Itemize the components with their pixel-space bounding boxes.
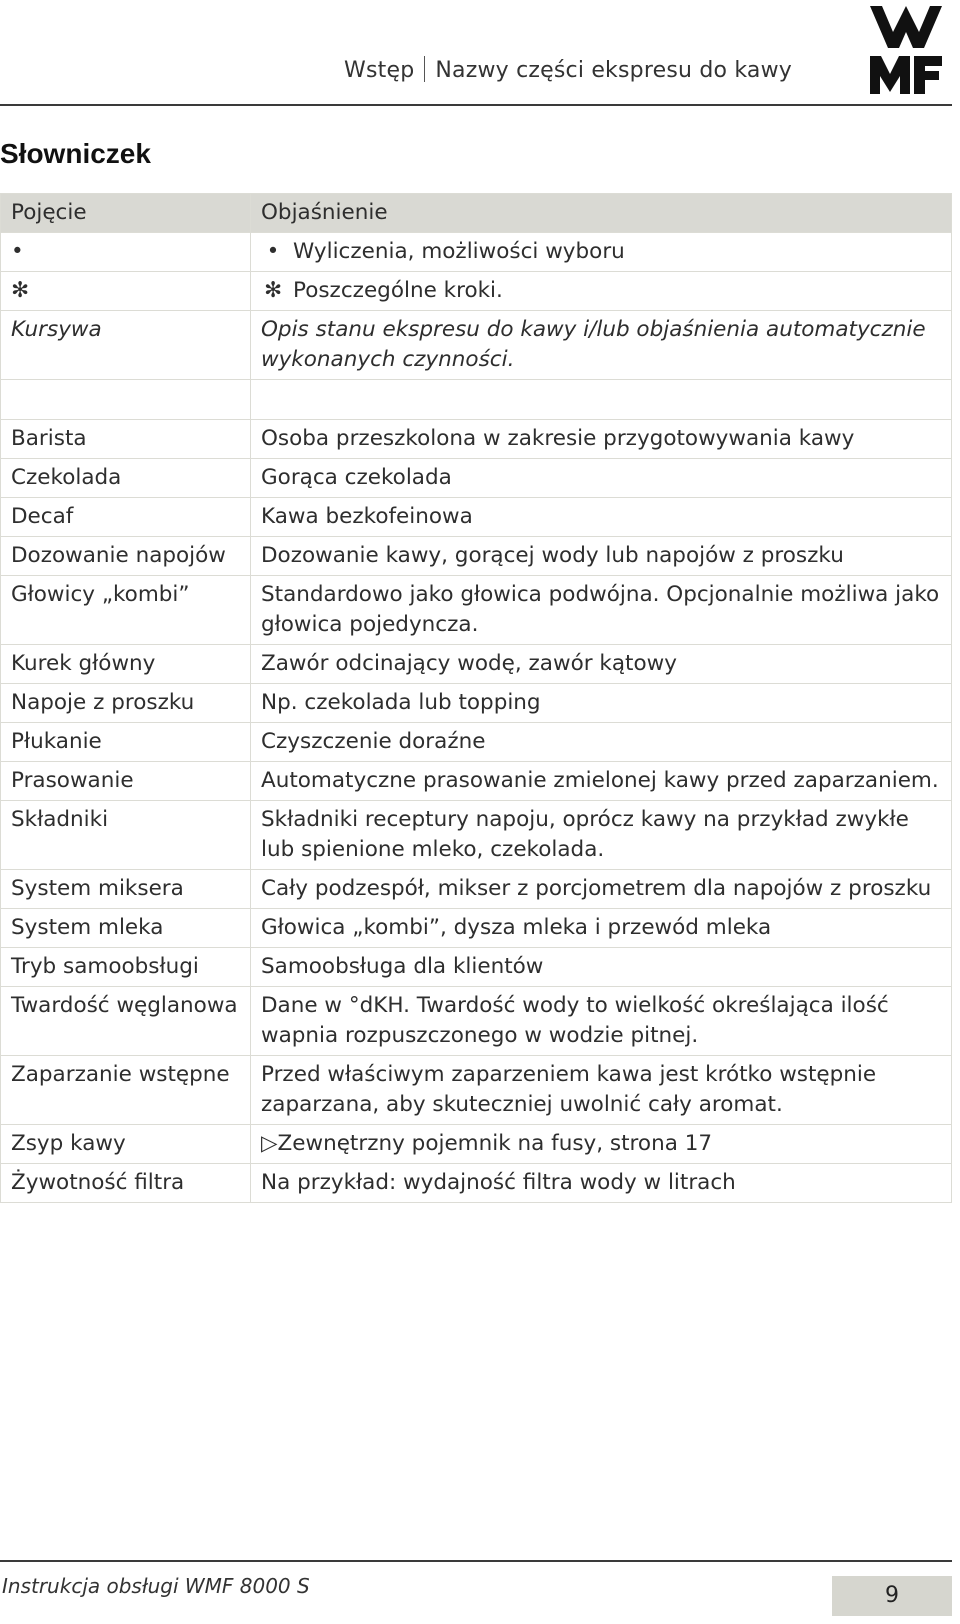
column-header-description: Objaśnienie: [251, 194, 952, 233]
step-symbol: ✻: [263, 278, 282, 303]
term-cell: System mleka: [1, 909, 251, 948]
legend-text: Poszczególne kroki.: [293, 278, 503, 303]
term-cell: Żywotność filtra: [1, 1164, 251, 1203]
header-breadcrumb: [344, 56, 792, 83]
term-cell: Tryb samoobsługi: [1, 948, 251, 987]
description-cell: Składniki receptury napoju, oprócz kawy na przykład zwykłe lub spienione mleko, czekolada.: [251, 801, 952, 870]
term-cell: Składniki: [1, 801, 251, 870]
legend-row-bullet: [1, 233, 952, 272]
description-cell: Standardowo jako głowica podwójna. Opcjonalnie możliwa jako głowica pojedyncza.: [251, 576, 952, 645]
table-row: [1, 723, 952, 762]
legend-term: Kursywa: [1, 311, 251, 380]
footer-manual-title: Instrukcja obsługi WMF 8000 S: [2, 1574, 310, 1598]
step-symbol: ✻: [11, 278, 30, 303]
footer-divider: [0, 1560, 952, 1562]
description-cell: Np. czekolada lub topping: [251, 684, 952, 723]
bullet-symbol: •: [266, 239, 280, 264]
table-row: [1, 576, 952, 645]
spacer-cell: [251, 380, 952, 420]
table-row: [1, 498, 952, 537]
term-cell: Decaf: [1, 498, 251, 537]
description-cell: Automatyczne prasowanie zmielonej kawy przed zaparzaniem.: [251, 762, 952, 801]
table-row: [1, 459, 952, 498]
term-cell: Głowicy „kombi”: [1, 576, 251, 645]
legend-row-italic: [1, 311, 952, 380]
table-row: [1, 801, 952, 870]
description-cell: Zawór odcinający wodę, zawór kątowy: [251, 645, 952, 684]
glossary-body: [1, 420, 952, 1203]
description-cell: Osoba przeszkolona w zakresie przygotowywania kawy: [251, 420, 952, 459]
table-row: [1, 987, 952, 1056]
legend-description: Opis stanu ekspresu do kawy i/lub objaśnienia automatycznie wykonanych czynności.: [251, 311, 952, 380]
header-divider: [0, 104, 952, 106]
term-cell: Kurek główny: [1, 645, 251, 684]
legend-text: Wyliczenia, możliwości wyboru: [293, 239, 625, 264]
description-cell: Na przykład: wydajność filtra wody w litrach: [251, 1164, 952, 1203]
term-cell: System miksera: [1, 870, 251, 909]
term-cell: Zsyp kawy: [1, 1125, 251, 1164]
term-cell: Barista: [1, 420, 251, 459]
legend-term: [1, 272, 251, 311]
spacer-row: [1, 380, 952, 420]
legend-term: [1, 233, 251, 272]
description-cell: Dane w °dKH. Twardość wody to wielkość określająca ilość wapnia rozpuszczonego w wodzie pitnej.: [251, 987, 952, 1056]
term-cell: Dozowanie napojów: [1, 537, 251, 576]
description-cell: Dozowanie kawy, gorącej wody lub napojów z proszku: [251, 537, 952, 576]
legend-description: [251, 272, 952, 311]
term-cell: Prasowanie: [1, 762, 251, 801]
header-separator: [424, 56, 425, 82]
header-subsection: Nazwy części ekspresu do kawy: [435, 58, 792, 83]
table-row: [1, 1125, 952, 1164]
column-header-term: Pojęcie: [1, 194, 251, 233]
table-row: [1, 1164, 952, 1203]
description-cell: Kawa bezkofeinowa: [251, 498, 952, 537]
description-cell: Przed właściwym zaparzeniem kawa jest krótko wstępnie zaparzana, aby skuteczniej uwolnić cały aromat.: [251, 1056, 952, 1125]
header-section: Wstęp: [344, 58, 415, 83]
legend-row-step: [1, 272, 952, 311]
table-row: [1, 948, 952, 987]
description-cell: ▷Zewnętrzny pojemnik na fusy, strona 17: [251, 1125, 952, 1164]
table-row: [1, 870, 952, 909]
table-row: [1, 645, 952, 684]
description-cell: Cały podzespół, mikser z porcjometrem dla napojów z proszku: [251, 870, 952, 909]
term-cell: Twardość węglanowa: [1, 987, 251, 1056]
bullet-symbol: •: [11, 239, 24, 264]
wmf-logo: [868, 4, 944, 96]
page-number: 9: [832, 1576, 952, 1616]
term-cell: Napoje z proszku: [1, 684, 251, 723]
table-row: [1, 1056, 952, 1125]
legend-description: [251, 233, 952, 272]
table-row: [1, 762, 952, 801]
description-cell: Czyszczenie doraźne: [251, 723, 952, 762]
table-row: [1, 909, 952, 948]
term-cell: Zaparzanie wstępne: [1, 1056, 251, 1125]
glossary-table: [0, 193, 952, 1203]
term-cell: Czekolada: [1, 459, 251, 498]
description-cell: Gorąca czekolada: [251, 459, 952, 498]
table-row: [1, 684, 952, 723]
spacer-cell: [1, 380, 251, 420]
description-cell: Samoobsługa dla klientów: [251, 948, 952, 987]
term-cell: Płukanie: [1, 723, 251, 762]
page-title: Słowniczek: [0, 138, 151, 169]
description-cell: Głowica „kombi”, dysza mleka i przewód mleka: [251, 909, 952, 948]
table-row: [1, 420, 952, 459]
table-row: [1, 537, 952, 576]
table-header-row: [1, 194, 952, 233]
